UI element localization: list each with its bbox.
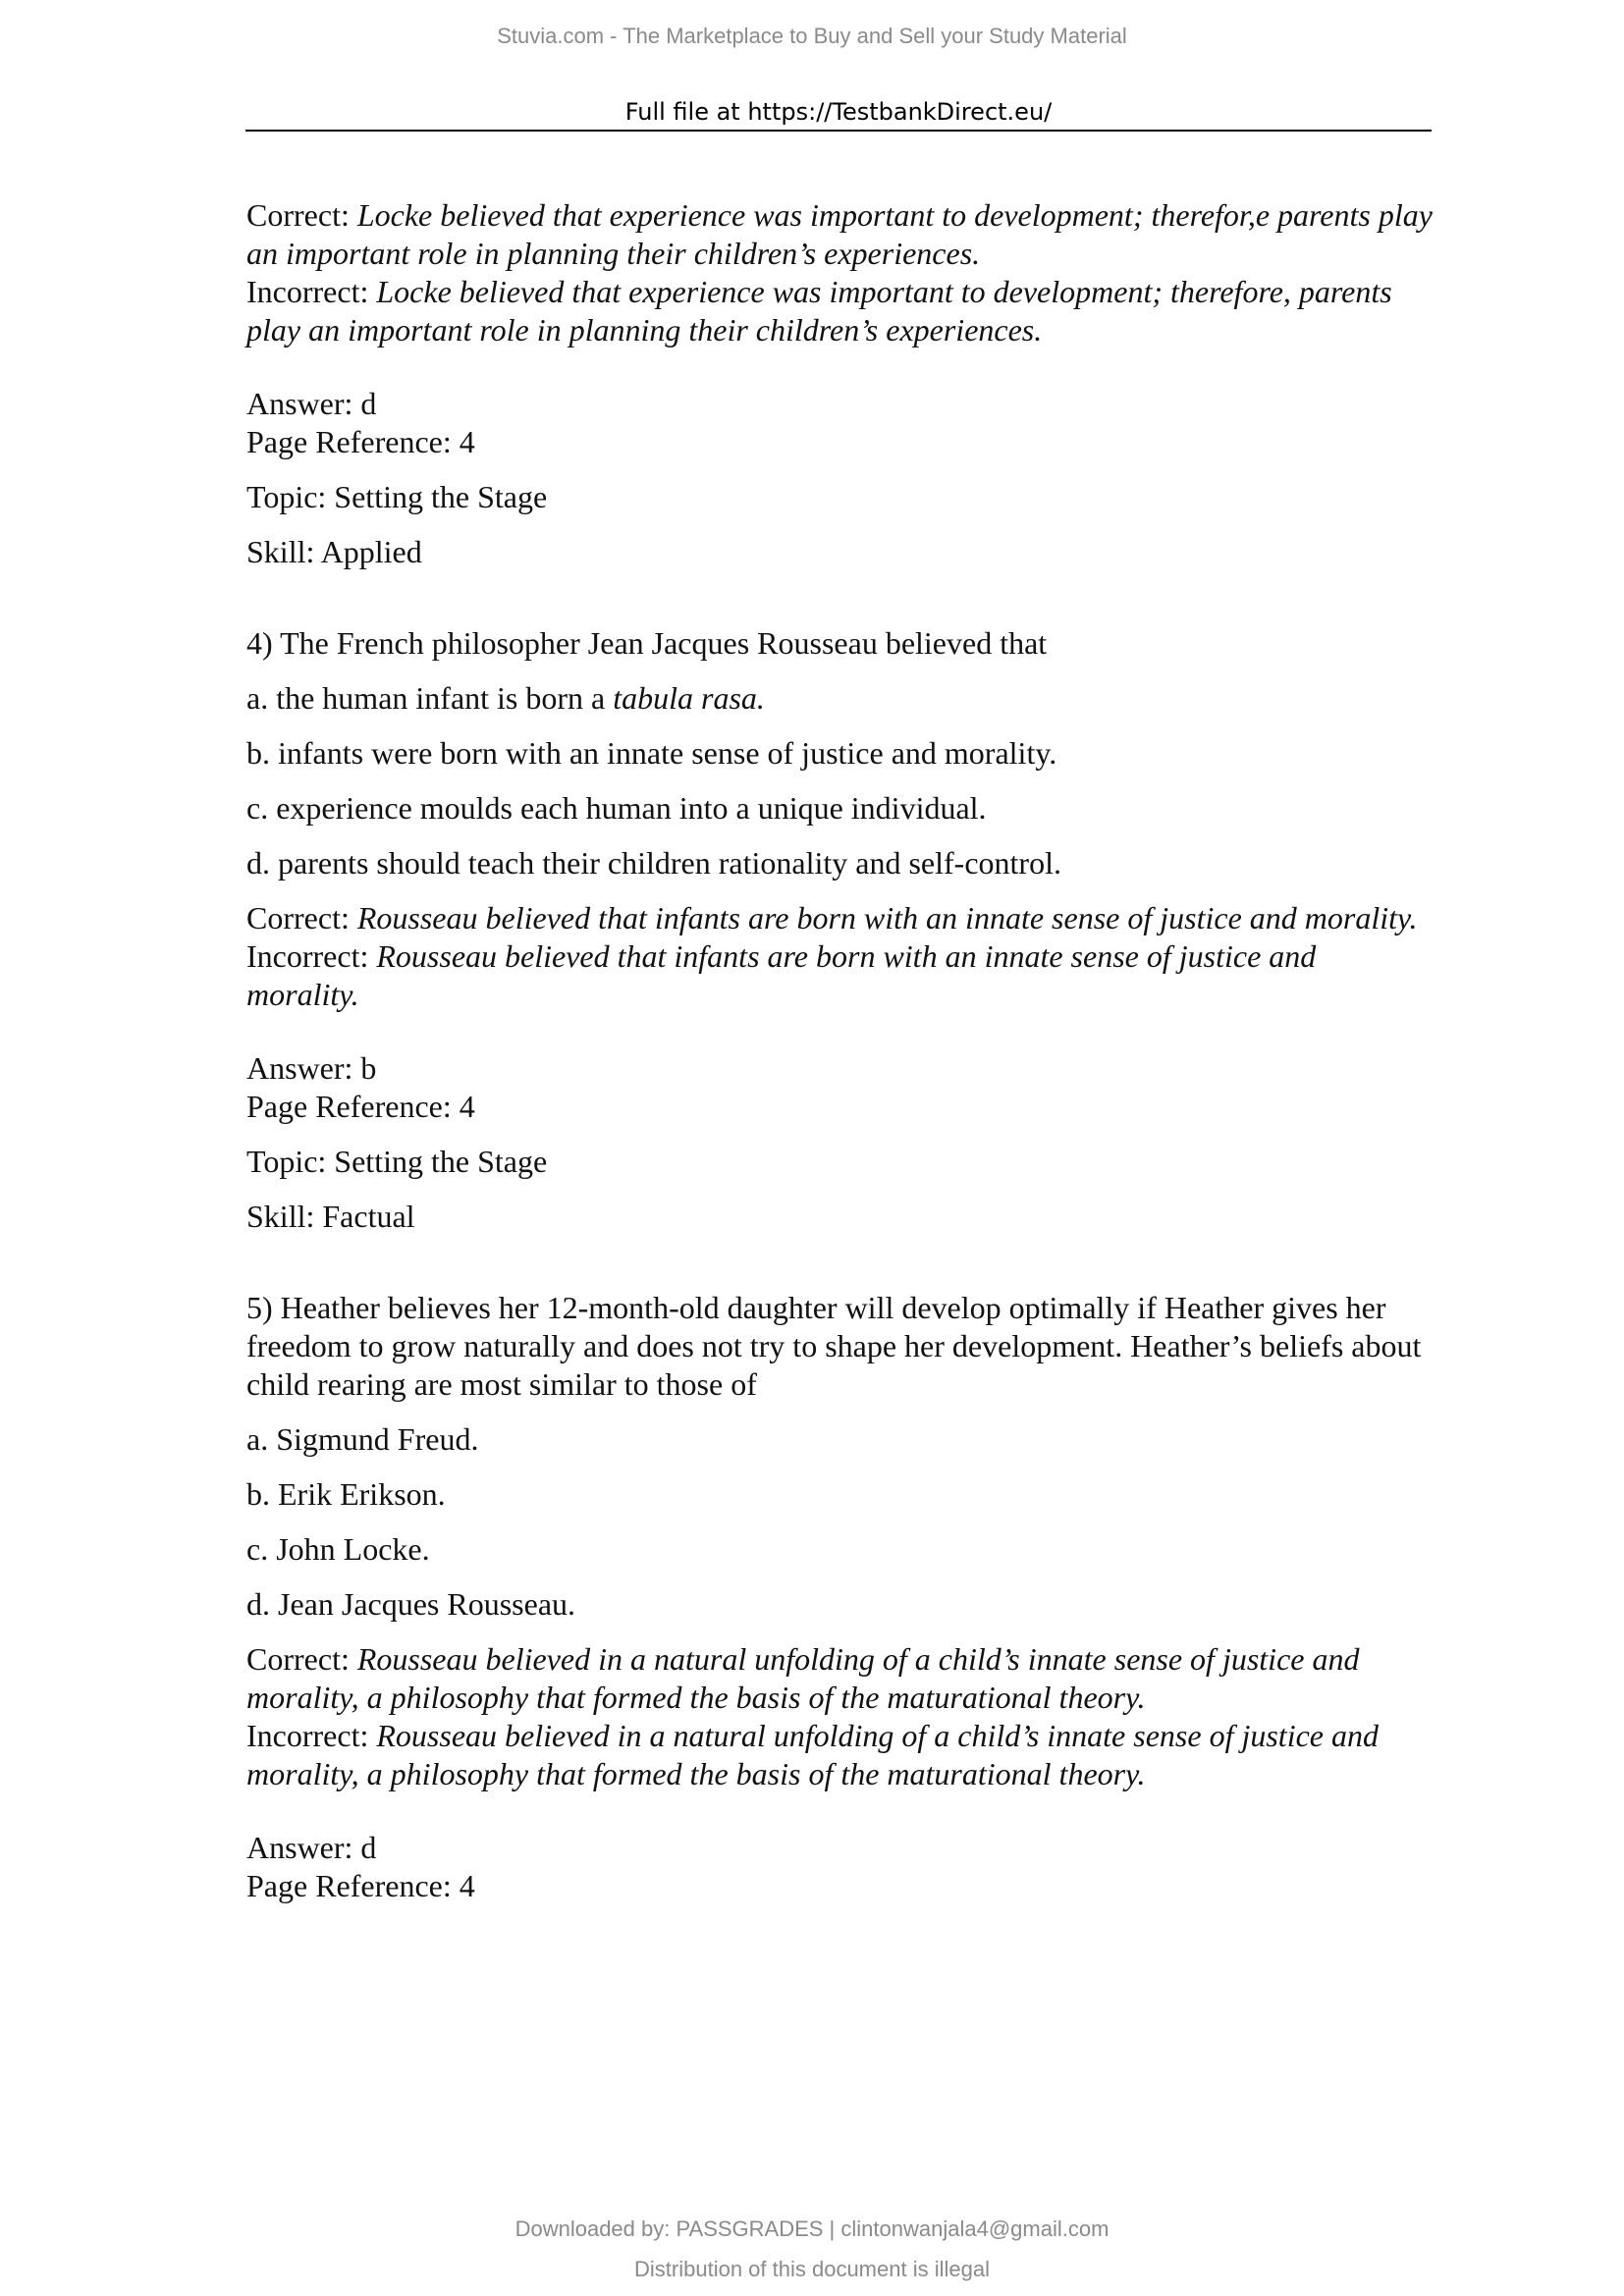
topic-q4: Topic: Setting the Stage bbox=[246, 1144, 548, 1179]
incorrect-label: Incorrect: bbox=[246, 274, 377, 309]
incorrect-text: Rousseau believed that infants are born with an innate sense of justice and morality. bbox=[246, 938, 1317, 1012]
page-reference-q5: Page Reference: 4 bbox=[246, 1868, 475, 1903]
incorrect-label: Incorrect: bbox=[246, 1718, 377, 1753]
correct-text: Rousseau believed in a natural unfolding of a child’s innate sense of justice and morality, a philosophy that formed the basis of the maturational theory. bbox=[246, 1641, 1360, 1715]
correct-feedback-q3 bbox=[246, 196, 1435, 273]
footer-downloaded-by: Downloaded by: PASSGRADES | clintonwanjala4@gmail.com bbox=[514, 2216, 1110, 2241]
answer-q4: Answer: b bbox=[246, 1050, 377, 1086]
correct-feedback-q4 bbox=[246, 899, 1435, 937]
q4-option-a-italic: tabula rasa. bbox=[613, 680, 765, 716]
q4-option-d: d. parents should teach their children rationality and self-control. bbox=[246, 845, 1061, 881]
page-reference-q3: Page Reference: 4 bbox=[246, 424, 475, 459]
incorrect-feedback-q3 bbox=[246, 273, 1435, 349]
q4-option-a bbox=[246, 679, 1435, 718]
page-reference-q4: Page Reference: 4 bbox=[246, 1089, 475, 1124]
q4-option-c: c. experience moulds each human into a unique individual. bbox=[246, 790, 987, 826]
incorrect-text: Rousseau believed in a natural unfolding of a child’s innate sense of justice and morality, a philosophy that formed the basis of the maturational theory. bbox=[246, 1718, 1379, 1791]
correct-label: Correct: bbox=[246, 1641, 357, 1677]
incorrect-text: Locke believed that experience was important to development; therefore, parents play an important role in planning their children’s experiences. bbox=[246, 274, 1392, 347]
correct-label: Correct: bbox=[246, 900, 357, 935]
incorrect-feedback-q4 bbox=[246, 937, 1435, 1014]
topic-q3: Topic: Setting the Stage bbox=[246, 479, 548, 514]
q4-option-b: b. infants were born with an innate sense of justice and morality. bbox=[246, 735, 1057, 771]
q5-option-a: a. Sigmund Freud. bbox=[246, 1421, 479, 1457]
correct-label: Correct: bbox=[246, 197, 357, 233]
header-divider bbox=[245, 130, 1432, 132]
incorrect-feedback-q5 bbox=[246, 1717, 1435, 1793]
correct-feedback-q5 bbox=[246, 1640, 1435, 1717]
document-body bbox=[246, 196, 1435, 1905]
question-4: 4) The French philosopher Jean Jacques Rousseau believed that bbox=[246, 625, 1048, 661]
skill-q3: Skill: Applied bbox=[246, 534, 422, 569]
correct-text: Locke believed that experience was important to development; therefor,e parents play an important role in planning their children’s experiences. bbox=[246, 197, 1433, 271]
stuvia-watermark: Stuvia.com - The Marketplace to Buy and Sell your Study Material bbox=[497, 24, 1127, 48]
answer-q3: Answer: d bbox=[246, 386, 377, 421]
header-file-link: Full file at https://TestbankDirect.eu/ bbox=[624, 98, 1053, 126]
footer-distribution-notice: Distribution of this document is illegal bbox=[634, 2257, 990, 2281]
q5-option-c: c. John Locke. bbox=[246, 1531, 430, 1567]
answer-q5: Answer: d bbox=[246, 1830, 377, 1865]
q5-option-b: b. Erik Erikson. bbox=[246, 1476, 446, 1512]
correct-text: Rousseau believed that infants are born with an innate sense of justice and morality. bbox=[356, 900, 1418, 935]
incorrect-label: Incorrect: bbox=[246, 938, 377, 974]
question-5: 5) Heather believes her 12-month-old daughter will develop optimally if Heather gives her freedom to grow naturally and does not try to shape her development. Heather’s beliefs about child rearing are most similar to those of bbox=[246, 1290, 1422, 1402]
skill-q4: Skill: Factual bbox=[246, 1199, 415, 1234]
q4-option-a-text: a. the human infant is born a bbox=[246, 680, 614, 716]
q5-option-d: d. Jean Jacques Rousseau. bbox=[246, 1586, 576, 1622]
